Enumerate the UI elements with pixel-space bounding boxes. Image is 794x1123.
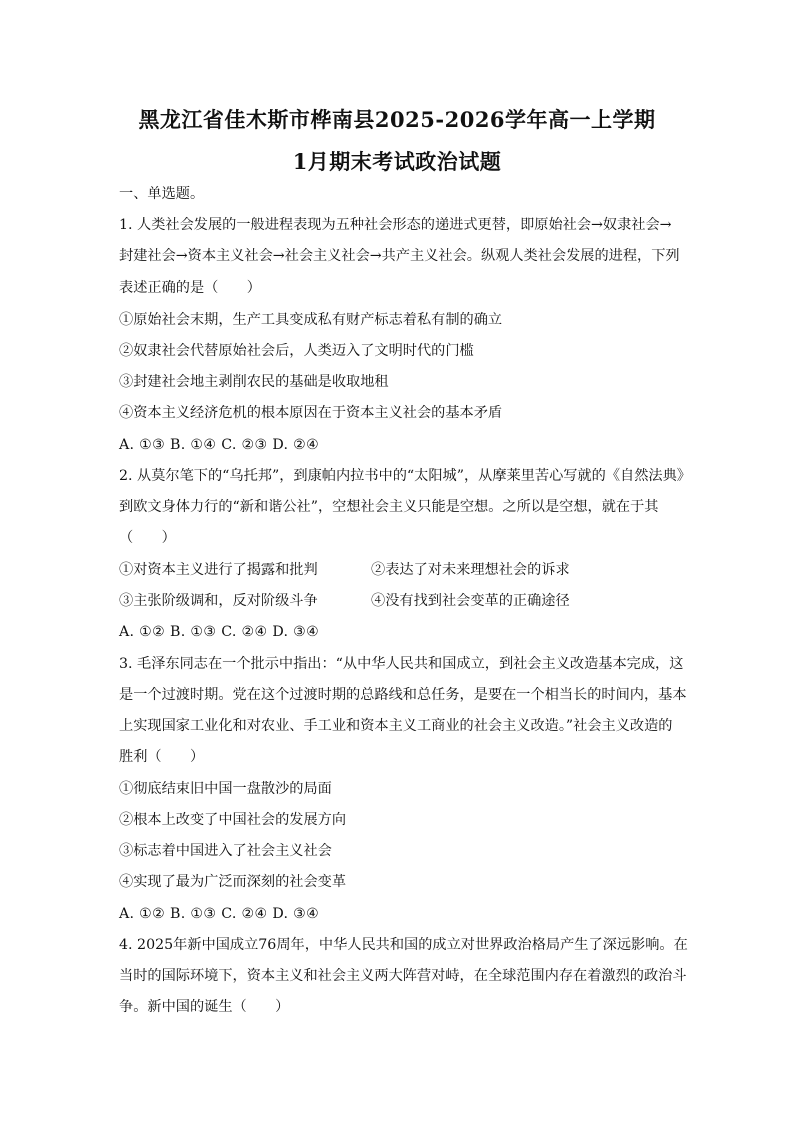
q3-stem-line1: 3. 毛泽东同志在一个批示中指出：“从中华人民共和国成立，到社会主义改造基本完成，这 bbox=[119, 656, 684, 672]
q3-item-1: ①彻底结束旧中国一盘散沙的局面 bbox=[119, 781, 332, 797]
q2-stem-line1: 2. 从莫尔笔下的“乌托邦”，到康帕内拉书中的“太阳城”，从摩莱里苦心写就的《自然法典》 bbox=[119, 468, 691, 484]
q2-item-2: ②表达了对未来理想社会的诉求 bbox=[371, 562, 570, 578]
q4-stem-line3: 争。新中国的诞生（ ） bbox=[119, 999, 290, 1015]
q1-options: A. ①③ B. ①④ C. ②③ D. ②④ bbox=[119, 437, 320, 453]
q1-item-4: ④资本主义经济危机的根本原因在于资本主义社会的基本矛盾 bbox=[119, 405, 503, 421]
q3-item-2: ②根本上改变了中国社会的发展方向 bbox=[119, 812, 347, 828]
q3-stem-line4: 胜利（ ） bbox=[119, 749, 205, 765]
doc-title-line2: 1月期末考试政治试题 bbox=[292, 149, 502, 174]
q2-item-row2 bbox=[119, 591, 679, 611]
q1-stem-line2: 封建社会→资本主义社会→社会主义社会→共产主义社会。纵观人类社会发展的进程，下列 bbox=[119, 248, 680, 264]
doc-title-line1: 黑龙江省佳木斯市桦南县2025-2026学年高一上学期 bbox=[138, 107, 656, 132]
q2-item-4: ④没有找到社会变革的正确途径 bbox=[371, 593, 570, 609]
q2-item-row1 bbox=[119, 560, 679, 580]
q4-stem-line2: 当时的国际环境下，资本主义和社会主义两大阵营对峙，在全球范围内存在着激烈的政治斗 bbox=[119, 968, 687, 984]
q3-stem-line3: 上实现国家工业化和对农业、手工业和资本主义工商业的社会主义改造。”社会主义改造的 bbox=[119, 718, 673, 734]
q2-stem-line2: 到欧文身体力行的“新和谐公社”，空想社会主义只能是空想。之所以是空想，就在于其 bbox=[119, 499, 659, 515]
q2-item-3: ③主张阶级调和，反对阶级斗争 bbox=[119, 593, 318, 609]
q1-item-3: ③封建社会地主剥削农民的基础是收取地租 bbox=[119, 374, 389, 390]
q2-item-1: ①对资本主义进行了揭露和批判 bbox=[119, 562, 318, 578]
q1-stem-line1: 1. 人类社会发展的一般进程表现为五种社会形态的递进式更替，即原始社会→奴隶社会→ bbox=[119, 217, 672, 233]
q3-options: A. ①② B. ①③ C. ②④ D. ③④ bbox=[119, 906, 320, 922]
q2-options: A. ①② B. ①③ C. ②④ D. ③④ bbox=[119, 624, 320, 640]
section-heading: 一、单选题。 bbox=[119, 186, 205, 202]
q1-item-2: ②奴隶社会代替原始社会后，人类迈入了文明时代的门槛 bbox=[119, 343, 474, 359]
q3-item-3: ③标志着中国进入了社会主义社会 bbox=[119, 843, 332, 859]
q3-stem-line2: 是一个过渡时期。党在这个过渡时期的总路线和总任务，是要在一个相当长的时间内，基本 bbox=[119, 687, 687, 703]
q1-item-1: ①原始社会末期，生产工具变成私有财产标志着私有制的确立 bbox=[119, 312, 503, 328]
q2-stem-line3: （ ） bbox=[119, 530, 176, 546]
q3-item-4: ④实现了最为广泛而深刻的社会变革 bbox=[119, 874, 347, 890]
q1-stem-line3: 表述正确的是（ ） bbox=[119, 280, 261, 296]
q4-stem-line1: 4. 2025年新中国成立76周年，中华人民共和国的成立对世界政治格局产生了深远影响。在 bbox=[119, 937, 688, 953]
